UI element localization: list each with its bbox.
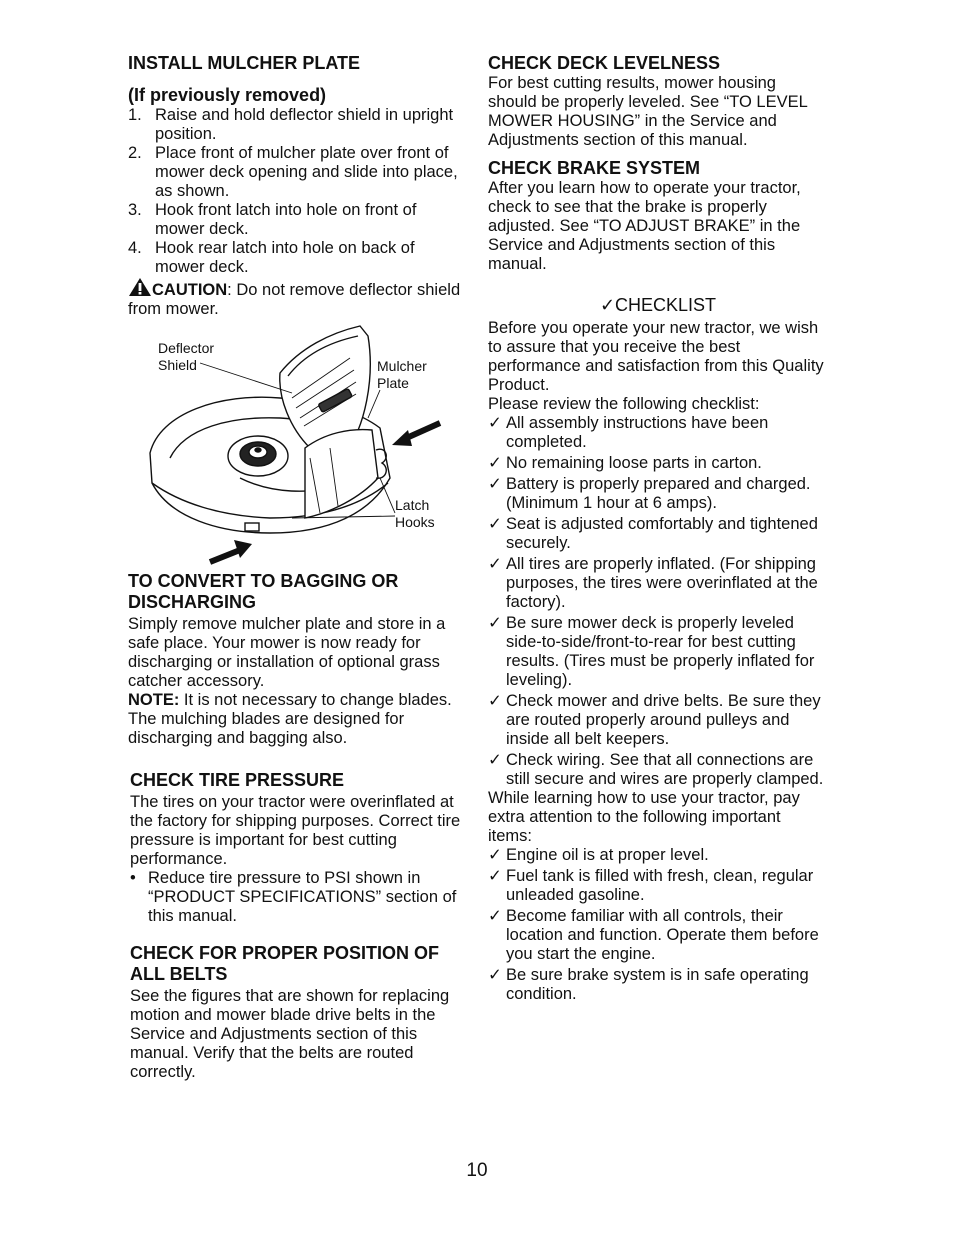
- deck-heading: CHECK DECK LEVELNESS: [488, 53, 721, 73]
- checklist-item: ✓ Become familiar with all controls, their location and function. Operate them before you start the engine.: [488, 907, 819, 963]
- label-deflector-shield: Deflector Shield: [158, 340, 215, 373]
- install-mulcher-section: [128, 53, 468, 319]
- check-icon: ✓: [488, 454, 502, 472]
- check-icon: ✓: [488, 692, 502, 710]
- check-icon: ✓: [488, 907, 502, 925]
- check-icon: ✓: [488, 414, 502, 432]
- convert-heading: TO CONVERT TO BAGGING OR DISCHARGING: [128, 571, 399, 612]
- left-column-lower: [128, 571, 468, 1082]
- checklist-item: ✓ Seat is adjusted comfortably and tightened securely.: [488, 515, 818, 552]
- deck-body: For best cutting results, mower housing should be properly leveled. See “TO LEVEL MOWER HOUSING” in the Service and Adjustments section of this manual.: [488, 74, 808, 149]
- belts-section: [128, 943, 468, 1082]
- check-icon: ✓: [488, 555, 502, 573]
- convert-section: [128, 571, 468, 748]
- check-icon: ✓: [488, 846, 502, 864]
- brake-section: [488, 158, 828, 274]
- tire-body: The tires on your tractor were overinflated at the factory for shipping purposes. Correct tire pressure is important for best cutting performance.: [130, 793, 461, 868]
- checklist-heading: ✓CHECKLIST: [599, 295, 717, 315]
- convert-note: NOTE: It is not necessary to change blades. The mulching blades are designed for discharging and bagging also.: [128, 691, 452, 747]
- checklist-item: ✓ No remaining loose parts in carton.: [488, 454, 762, 472]
- checklist-item: ✓ Be sure mower deck is properly leveled side-to-side/front-to-rear for best cutting results. (Tires must be properly inflated for leveling).: [488, 614, 815, 689]
- install-mulcher-heading: INSTALL MULCHER PLATE: [128, 53, 360, 73]
- belts-heading: CHECK FOR PROPER POSITION OF ALL BELTS: [130, 943, 440, 984]
- checklist-item: ✓ Check mower and drive belts. Be sure they are routed properly around pulleys and inside all belt keepers.: [488, 692, 821, 748]
- brake-body: After you learn how to operate your tractor, check to see that the brake is properly adjusted. See “TO ADJUST BRAKE” in the Service and Adjustments section of this manual.: [488, 179, 801, 273]
- deck-section: [488, 53, 828, 150]
- belts-body: See the figures that are shown for replacing motion and mower blade drive belts in the Service and Adjustments section of this manual. Verify that the belts are routed correctly.: [130, 987, 450, 1081]
- convert-body: Simply remove mulcher plate and store in a safe place. Your mower is now ready for discharging or installation of optional grass catcher accessory.: [128, 615, 446, 690]
- install-steps: [128, 106, 468, 277]
- list-item: 3. Hook front latch into hole on front of mower deck.: [128, 201, 417, 238]
- check-icon: ✓: [488, 515, 502, 533]
- check-icon: ✓: [488, 614, 502, 632]
- checklist-items-2: [488, 846, 828, 1004]
- caution-label: CAUTION: [152, 281, 228, 299]
- mulcher-plate-figure: [140, 318, 450, 573]
- checklist-item: ✓ Fuel tank is filled with fresh, clean, regular unleaded gasoline.: [488, 867, 814, 904]
- label-mulcher-plate: Mulcher Plate: [377, 358, 427, 391]
- checklist-items: [488, 414, 828, 789]
- list-item: 2. Place front of mulcher plate over front of mower deck opening and slide into place, as shown.: [128, 144, 458, 200]
- checklist-item: ✓ Be sure brake system is in safe operating condition.: [488, 966, 809, 1003]
- list-item: • Reduce tire pressure to PSI shown in “PRODUCT SPECIFICATIONS” section of this manual.: [130, 869, 457, 925]
- checklist-item: ✓ Engine oil is at proper level.: [488, 846, 709, 864]
- page-number: 10: [466, 1160, 488, 1181]
- checklist-item: ✓ Check wiring. See that all connections are still secure and wires are properly clamped.: [488, 751, 824, 788]
- check-icon: ✓: [488, 966, 502, 984]
- install-mulcher-subheading: (If previously removed): [128, 85, 327, 105]
- list-item: 4. Hook rear latch into hole on back of mower deck.: [128, 239, 415, 276]
- check-icon: ✓: [488, 475, 502, 493]
- warning-icon: [128, 277, 152, 297]
- checklist-section: [488, 295, 828, 1004]
- left-column: [128, 53, 468, 319]
- checklist-item: ✓ Battery is properly prepared and charged. (Minimum 1 hour at 6 amps).: [488, 475, 811, 512]
- tire-heading: CHECK TIRE PRESSURE: [130, 770, 345, 790]
- checklist-item: ✓ All tires are properly inflated. (For shipping purposes, the tires were overinflated at the factory).: [488, 555, 818, 611]
- check-icon: ✓: [488, 867, 502, 885]
- list-item: 1. Raise and hold deflector shield in upright position.: [128, 106, 454, 143]
- checklist-item: ✓ All assembly instructions have been completed.: [488, 414, 769, 451]
- checklist-review: Please review the following checklist:: [488, 395, 760, 413]
- checklist-learning: While learning how to use your tractor, pay extra attention to the following important items:: [488, 789, 800, 845]
- checklist-intro: Before you operate your new tractor, we wish to assure that you receive the best performance and satisfaction from this Quality Product.: [488, 319, 824, 394]
- right-column: [488, 53, 828, 1004]
- brake-heading: CHECK BRAKE SYSTEM: [488, 158, 701, 178]
- label-latch-hooks: Latch Hooks: [395, 497, 435, 530]
- check-icon: ✓: [488, 751, 502, 769]
- caution-note: CAUTION: Do not remove deflector shield from mower.: [128, 277, 468, 319]
- tire-section: [128, 770, 468, 926]
